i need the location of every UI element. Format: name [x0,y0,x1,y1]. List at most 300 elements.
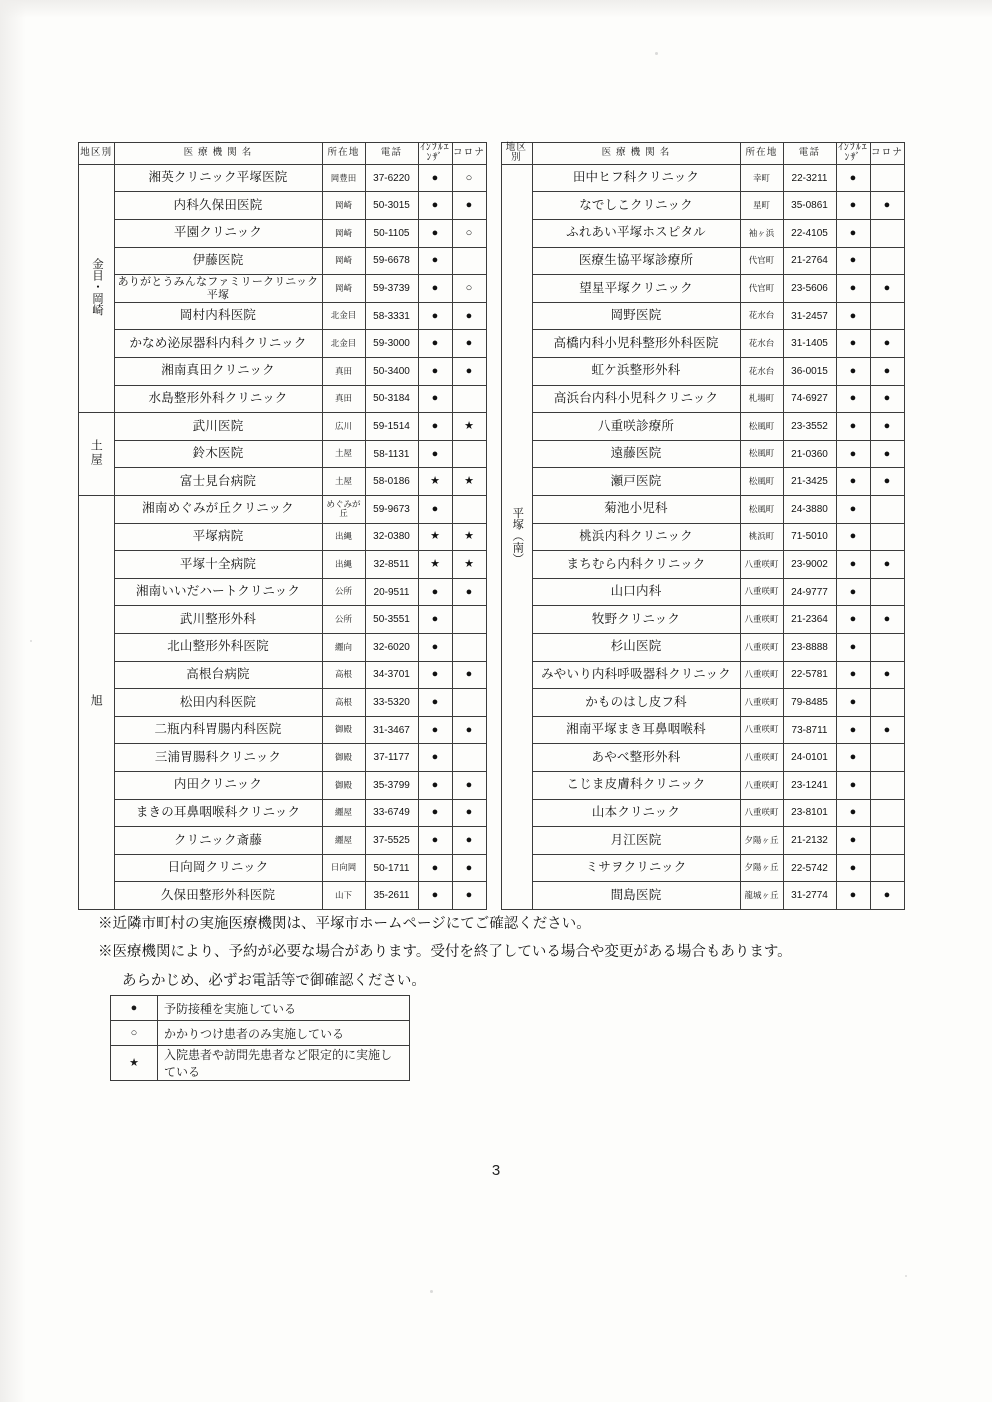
institution-location: 花水台 [740,302,783,330]
influenza-status-cell [418,164,452,192]
mark-filled-circle [884,365,891,377]
table-row [79,689,487,717]
table-row [501,440,904,468]
institution-tel: 31-2457 [783,302,836,330]
mark-filled-circle [884,475,891,487]
mark-filled-circle [850,751,857,763]
institution-location: 纒向 [322,633,365,661]
institution-tel: 23-8101 [783,799,836,827]
corona-status-cell [870,523,904,551]
mark-filled-circle [432,668,439,680]
institution-tel: 33-5320 [365,689,418,717]
corona-status-cell [452,192,486,220]
header-corona: コロナ [452,143,486,165]
mark-filled-circle [466,310,473,322]
influenza-status-cell [418,302,452,330]
institution-location: めぐみが丘 [322,496,365,524]
influenza-status-cell [418,633,452,661]
institution-name: ふれあい平塚ホスピタル [532,220,740,248]
mark-filled-circle [131,1002,138,1014]
institution-name: 内田クリニック [114,771,322,799]
table-row [79,385,487,413]
header-area: 地区別 [79,143,115,165]
institution-tel: 37-1177 [365,744,418,772]
notes-block [98,910,898,995]
institution-name: 内科久保田医院 [114,192,322,220]
institution-tel: 37-5525 [365,827,418,855]
institution-name: 杉山医院 [532,633,740,661]
influenza-status-cell [836,247,870,275]
institution-tel: 58-3331 [365,302,418,330]
institution-tel: 21-2364 [783,606,836,634]
mark-filled-circle [850,227,857,239]
institution-location: 岡崎 [322,247,365,275]
institution-location: 夕陽ヶ丘 [740,827,783,855]
corona-status-cell [870,606,904,634]
institution-name: みやいり内科呼吸器科クリニック [532,661,740,689]
legend-symbol [111,996,158,1021]
table-row [501,496,904,524]
institution-location: 八重咲町 [740,578,783,606]
corona-status-cell [870,385,904,413]
corona-status-cell [870,220,904,248]
influenza-status-cell [836,882,870,910]
influenza-status-cell [836,468,870,496]
legend-row [111,1046,410,1081]
mark-filled-circle [432,392,439,404]
institution-tel: 37-6220 [365,164,418,192]
table-row [79,413,487,441]
mark-filled-circle [884,668,891,680]
header-area: 地区別 [501,143,532,165]
corona-status-cell [870,771,904,799]
institution-location: 松風町 [740,468,783,496]
legend-symbol [111,1046,158,1081]
influenza-status-cell [836,413,870,441]
corona-status-cell [452,247,486,275]
institution-location: 袖ヶ浜 [740,220,783,248]
table-row [501,854,904,882]
corona-status-cell [870,192,904,220]
corona-status-cell [870,689,904,717]
institution-name: 平塚十全病院 [114,551,322,579]
header-location: 所在地 [322,143,365,165]
corona-status-cell [870,468,904,496]
mark-star [430,558,440,570]
institution-name: 鈴木医院 [114,440,322,468]
mark-filled-circle [466,668,473,680]
table-row [501,882,904,910]
mark-filled-circle [432,337,439,349]
mark-star [430,475,440,487]
mark-filled-circle [850,779,857,791]
mark-filled-circle [850,420,857,432]
corona-status-cell [870,275,904,303]
note-line-1: ※近隣市町村の実施医療機関は、平塚市ホームページにてご確認ください。 [98,916,591,932]
institution-location: 出縄 [322,523,365,551]
institution-name: 高橋内科小児科整形外科医院 [532,330,740,358]
mark-filled-circle [432,227,439,239]
institution-tel: 35-2611 [365,882,418,910]
institution-name: あやべ整形外科 [532,744,740,772]
left-table-body [79,164,487,909]
area-label-cell [79,496,115,910]
institution-tel: 21-2764 [783,247,836,275]
influenza-status-cell [836,799,870,827]
influenza-status-cell [836,661,870,689]
corona-status-cell [452,468,486,496]
institution-tel: 23-5606 [783,275,836,303]
table-row [79,799,487,827]
mark-filled-circle [850,310,857,322]
mark-filled-circle [432,586,439,598]
corona-status-cell [452,551,486,579]
influenza-status-cell [418,716,452,744]
corona-status-cell [452,330,486,358]
mark-filled-circle [884,558,891,570]
table-row [79,771,487,799]
institution-location: 日向岡 [322,854,365,882]
institution-location: 龍城ヶ丘 [740,882,783,910]
influenza-status-cell [836,440,870,468]
mark-filled-circle [466,806,473,818]
table-row [501,220,904,248]
table-row [79,716,487,744]
influenza-status-cell [418,440,452,468]
institution-tel: 59-9673 [365,496,418,524]
mark-filled-circle [884,420,891,432]
corona-status-cell [870,551,904,579]
institution-location: 八重咲町 [740,771,783,799]
institution-location: 公所 [322,578,365,606]
table-row [79,661,487,689]
mark-filled-circle [432,448,439,460]
legend-body [111,996,410,1081]
corona-status-cell [452,578,486,606]
institution-name: なでしこクリニック [532,192,740,220]
area-label-cell [79,164,115,412]
mark-filled-circle [432,779,439,791]
institution-location: 八重咲町 [740,551,783,579]
institution-location: 八重咲町 [740,633,783,661]
corona-status-cell [452,799,486,827]
corona-status-cell [870,744,904,772]
institution-name: 田中ヒフ科クリニック [532,164,740,192]
mark-filled-circle [884,282,891,294]
mark-open-circle [131,1027,138,1039]
mark-filled-circle [850,641,857,653]
table-row [79,523,487,551]
influenza-status-cell [836,164,870,192]
table-row [501,716,904,744]
influenza-status-cell [418,771,452,799]
institution-location: 高根 [322,661,365,689]
mark-filled-circle [466,889,473,901]
institution-tel: 58-1131 [365,440,418,468]
institution-name: かなめ泌尿器科内科クリニック [114,330,322,358]
mark-filled-circle [432,613,439,625]
institution-name: 日向岡クリニック [114,854,322,882]
table-header-row [79,143,487,165]
corona-status-cell [452,771,486,799]
corona-status-cell [870,358,904,386]
institution-location: 土屋 [322,468,365,496]
corona-status-cell [452,164,486,192]
institution-name: 平園クリニック [114,220,322,248]
institution-name: 二瓶内科胃腸内科医院 [114,716,322,744]
influenza-status-cell [836,358,870,386]
table-row [501,413,904,441]
institution-tel: 20-9511 [365,578,418,606]
corona-status-cell [452,661,486,689]
influenza-status-cell [836,606,870,634]
table-row [79,633,487,661]
institution-location: 纒屋 [322,827,365,855]
institution-tel: 24-3880 [783,496,836,524]
institution-name: 遠藤医院 [532,440,740,468]
influenza-status-cell [418,854,452,882]
institution-location: 八重咲町 [740,744,783,772]
mark-filled-circle [466,337,473,349]
table-row [79,358,487,386]
influenza-status-cell [836,220,870,248]
corona-status-cell [452,358,486,386]
table-row [79,827,487,855]
table-row [79,882,487,910]
corona-status-cell [452,744,486,772]
institution-name: 望星平塚クリニック [532,275,740,303]
institution-name: 湘南平塚まき耳鼻咽喉科 [532,716,740,744]
influenza-status-cell [836,716,870,744]
institution-name: 山本クリニック [532,799,740,827]
mark-open-circle [466,282,473,294]
mark-filled-circle [850,834,857,846]
right-table-body [501,164,904,909]
institution-location: 纒屋 [322,799,365,827]
institution-location: 広川 [322,413,365,441]
right-institution-table [501,142,905,910]
corona-status-cell [870,164,904,192]
institution-tel: 36-0015 [783,358,836,386]
corona-status-cell [452,882,486,910]
institution-name: 牧野クリニック [532,606,740,634]
institution-name: 久保田整形外科医院 [114,882,322,910]
mark-filled-circle [432,834,439,846]
corona-status-cell [870,827,904,855]
mark-filled-circle [432,889,439,901]
area-label: 平塚（南） [511,506,524,565]
institution-location: 御殿 [322,716,365,744]
mark-open-circle [466,227,473,239]
corona-status-cell [452,385,486,413]
institution-location: 代官町 [740,247,783,275]
institution-location: 北金目 [322,330,365,358]
institution-location: 松風町 [740,496,783,524]
institution-name: クリニック斎藤 [114,827,322,855]
institution-name: 武川整形外科 [114,606,322,634]
institution-name: 間島医院 [532,882,740,910]
institution-tel: 31-1405 [783,330,836,358]
influenza-status-cell [418,661,452,689]
institution-tel: 22-5781 [783,661,836,689]
legend-row [111,1021,410,1046]
influenza-status-cell [418,247,452,275]
scan-edge-shadow-top [0,0,992,18]
institution-tel: 59-3000 [365,330,418,358]
table-row [501,606,904,634]
corona-status-cell [870,716,904,744]
institution-tel: 73-8711 [783,716,836,744]
mark-star [464,475,474,487]
medical-institution-tables [78,142,918,910]
legend-row [111,996,410,1021]
corona-status-cell [870,413,904,441]
institution-location: 札場町 [740,385,783,413]
corona-status-cell [870,330,904,358]
mark-filled-circle [432,420,439,432]
institution-location: 八重咲町 [740,716,783,744]
table-row [79,164,487,192]
mark-filled-circle [432,199,439,211]
table-row [501,771,904,799]
mark-filled-circle [432,310,439,322]
mark-filled-circle [884,199,891,211]
institution-location: 真田 [322,385,365,413]
influenza-status-cell [418,744,452,772]
table-row [501,523,904,551]
institution-name: 湘南めぐみが丘クリニック [114,496,322,524]
header-influenza: ｲﾝﾌﾙｴﾝｻﾞ [836,143,870,165]
corona-status-cell [870,247,904,275]
table-row [79,192,487,220]
institution-tel: 74-6927 [783,385,836,413]
institution-location: 岡崎 [322,220,365,248]
institution-tel: 24-0101 [783,744,836,772]
institution-tel: 32-8511 [365,551,418,579]
mark-filled-circle [432,751,439,763]
influenza-status-cell [418,330,452,358]
header-influenza: ｲﾝﾌﾙｴﾝｻﾞ [418,143,452,165]
influenza-status-cell [836,275,870,303]
header-tel: 電話 [783,143,836,165]
header-name: 医 療 機 関 名 [114,143,322,165]
left-institution-table [78,142,487,910]
institution-tel: 21-0360 [783,440,836,468]
institution-location: 山下 [322,882,365,910]
institution-tel: 35-3799 [365,771,418,799]
influenza-status-cell [418,468,452,496]
institution-location: 御殿 [322,771,365,799]
institution-tel: 59-1514 [365,413,418,441]
institution-tel: 22-5742 [783,854,836,882]
institution-name: 湘南真田クリニック [114,358,322,386]
table-row [79,496,487,524]
institution-tel: 21-2132 [783,827,836,855]
area-label-cell [79,413,115,496]
institution-location: 松風町 [740,440,783,468]
institution-name: 高根台病院 [114,661,322,689]
mark-filled-circle [466,586,473,598]
institution-location: 八重咲町 [740,661,783,689]
institution-name: 桃浜内科クリニック [532,523,740,551]
influenza-status-cell [836,633,870,661]
area-label: 土屋 [89,438,104,467]
table-row [501,330,904,358]
corona-status-cell [870,496,904,524]
mark-filled-circle [432,696,439,708]
influenza-status-cell [836,496,870,524]
mark-filled-circle [466,365,473,377]
institution-tel: 59-6678 [365,247,418,275]
institution-location: 夕陽ヶ丘 [740,854,783,882]
institution-location: 出縄 [322,551,365,579]
institution-tel: 23-8888 [783,633,836,661]
institution-name: 平塚病院 [114,523,322,551]
corona-status-cell [870,302,904,330]
institution-tel: 50-3400 [365,358,418,386]
institution-tel: 50-3015 [365,192,418,220]
corona-status-cell [452,413,486,441]
influenza-status-cell [418,689,452,717]
influenza-status-cell [836,771,870,799]
corona-status-cell [452,523,486,551]
institution-name: ミサヲクリニック [532,854,740,882]
table-row [79,551,487,579]
influenza-status-cell [836,330,870,358]
institution-tel: 31-3467 [365,716,418,744]
table-row [501,275,904,303]
influenza-status-cell [836,385,870,413]
table-row [501,358,904,386]
mark-filled-circle [850,448,857,460]
influenza-status-cell [836,744,870,772]
mark-filled-circle [884,448,891,460]
institution-tel: 22-3211 [783,164,836,192]
corona-status-cell [452,716,486,744]
mark-filled-circle [850,282,857,294]
mark-filled-circle [432,254,439,266]
mark-filled-circle [850,889,857,901]
institution-location: 松風町 [740,413,783,441]
institution-location: 八重咲町 [740,689,783,717]
corona-status-cell [452,496,486,524]
mark-star [464,420,474,432]
institution-name: 伊藤医院 [114,247,322,275]
table-row [501,744,904,772]
mark-filled-circle [850,668,857,680]
table-row [501,827,904,855]
corona-status-cell [870,854,904,882]
corona-status-cell [870,799,904,827]
mark-filled-circle [850,558,857,570]
legend-symbol [111,1021,158,1046]
influenza-status-cell [836,578,870,606]
influenza-status-cell [836,689,870,717]
mark-filled-circle [432,503,439,515]
table-row [501,578,904,606]
mark-filled-circle [850,254,857,266]
table-row [79,578,487,606]
corona-status-cell [452,220,486,248]
institution-tel: 35-0861 [783,192,836,220]
table-row [79,606,487,634]
mark-star [464,530,474,542]
institution-name: 菊池小児科 [532,496,740,524]
corona-status-cell [870,661,904,689]
influenza-status-cell [418,275,452,303]
legend-text: 入院患者や訪問先患者など限定的に実施している [158,1046,410,1081]
institution-location: 岡豊田 [322,164,365,192]
